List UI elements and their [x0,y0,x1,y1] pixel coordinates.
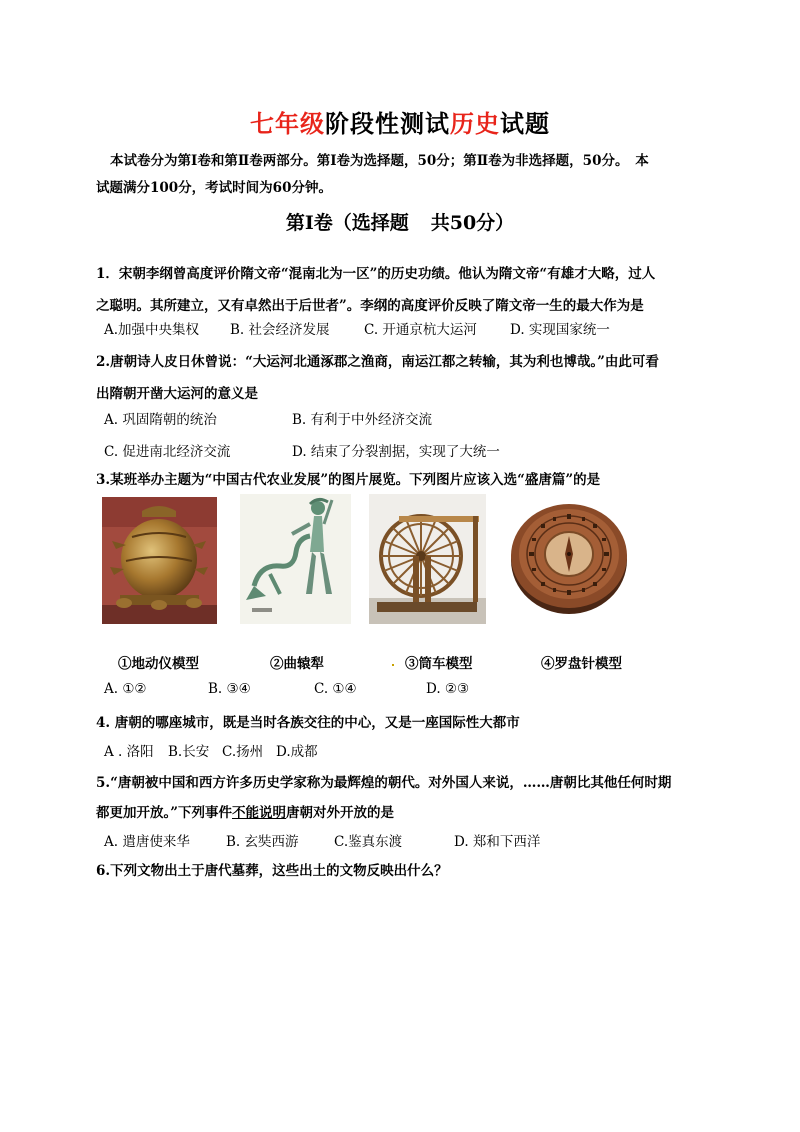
question-5 [96,768,708,828]
question-5-options [104,830,540,850]
q1-option-c[interactable]: C. 开通京杭大运河 [364,322,477,338]
q5-option-c[interactable]: C.鉴真东渡 [334,834,403,850]
q5-option-b[interactable]: B. 玄奘西游 [226,834,299,850]
q1-option-a[interactable]: A.加强中央集权 [104,322,200,338]
question-4-options [104,740,318,760]
question-1-options [104,318,610,338]
intro-line-2: 试题满分100分，考试时间为60分钟。 [96,180,332,196]
title-grade: 七年级 [250,109,325,138]
title-suffix: 试题 [500,109,550,138]
q5-option-a[interactable]: A. 遣唐使来华 [104,834,190,850]
exam-instructions [96,148,708,202]
stray-mark [392,664,394,666]
caption-compass: ④罗盘针模型 [541,656,622,672]
question-2-line-1: 2.唐朝诗人皮日休曾说：“大运河北通涿郡之渔商，南运江都之转输，其为利也博哉。”由此可看 [96,354,659,370]
title-subject: 历史 [450,109,500,138]
question-4 [96,711,708,731]
question-2-line-2: 出隋朝开凿大运河的意义是 [96,386,258,402]
q4-option-a[interactable]: A . 洛阳 [104,744,154,760]
curved-plow-illustration [240,494,351,624]
question-5-line-2-end: 唐朝对外开放的是 [286,805,395,821]
section-heading-left: 第Ⅰ卷（选择题 [285,212,409,234]
question-6-line-1: 6.下列文物出土于唐代墓葬，这些出土的文物反映出什么？ [96,863,448,879]
q4-option-d[interactable]: D.成都 [276,744,318,760]
question-1-line-2: 之聪明。其所建立，又有卓然出于后世者”。李纲的高度评价反映了隋文帝一生的最大作为是 [96,298,644,314]
question-5-line-1: 5.“唐朝被中国和西方许多历史学家称为最辉煌的朝代。对外国人来说，……唐朝比其他任何时期 [96,775,672,791]
caption-seismograph: ①地动仪模型 [118,656,199,672]
compass-photo [507,494,631,618]
q3-option-d[interactable]: D. ②③ [426,681,470,697]
q2-option-d[interactable]: D. 结束了分裂割据，实现了大统一 [292,444,500,460]
q4-option-c[interactable]: C.扬州 [222,744,264,760]
q1-option-d[interactable]: D. 实现国家统一 [510,322,610,338]
q3-option-a[interactable]: A. ①② [104,681,147,697]
question-3 [96,468,708,488]
q2-option-c[interactable]: C. 促进南北经济交流 [104,444,231,460]
q4-option-b[interactable]: B.长安 [168,744,210,760]
question-1-line-1: 1．宋朝李纲曾高度评价隋文帝“混南北为一区”的历史功绩。他认为隋文帝“有雄才大略，过人 [96,266,656,282]
question-6 [96,859,708,879]
q5-option-d[interactable]: D. 郑和下西洋 [454,834,541,850]
q2-option-b[interactable]: B. 有利于中外经济交流 [292,412,433,428]
question-3-line-1: 3.某班举办主题为“中国古代农业发展”的图片展览。下列图片应该入选“盛唐篇”的是 [96,472,601,488]
q1-option-b[interactable]: B. 社会经济发展 [230,322,330,338]
section-heading [0,208,800,235]
question-2 [96,346,708,410]
question-2-options-row-1 [104,408,432,428]
q3-option-b[interactable]: B. ③④ [208,681,251,697]
exam-title [0,104,800,139]
question-1 [96,258,708,322]
q3-option-c[interactable]: C. ①④ [314,681,357,697]
q2-option-a[interactable]: A. 巩固隋朝的统治 [104,412,217,428]
question-5-line-2-start: 都更加开放。”下列事件 [96,805,233,821]
seismograph-photo [102,497,217,624]
question-2-options-row-2 [104,440,500,460]
section-heading-right: 共50分） [430,212,515,234]
question-4-line-1: 4. 唐朝的哪座城市，既是当时各族交往的中心，又是一座国际性大都市 [96,715,520,731]
water-wheel-photo [369,494,486,624]
caption-water-wheel: ③筒车模型 [405,656,473,672]
title-test: 阶段性测试 [325,109,450,138]
question-5-line-2 [96,798,708,828]
question-5-emphasis: 不能说明 [232,805,287,821]
question-3-options [104,681,469,697]
caption-curved-plow: ②曲辕犁 [270,656,324,672]
intro-line-1: 本试卷分为第Ⅰ卷和第Ⅱ卷两部分。第Ⅰ卷为选择题，50分；第Ⅱ卷为非选择题，50分。 本 [110,153,649,169]
